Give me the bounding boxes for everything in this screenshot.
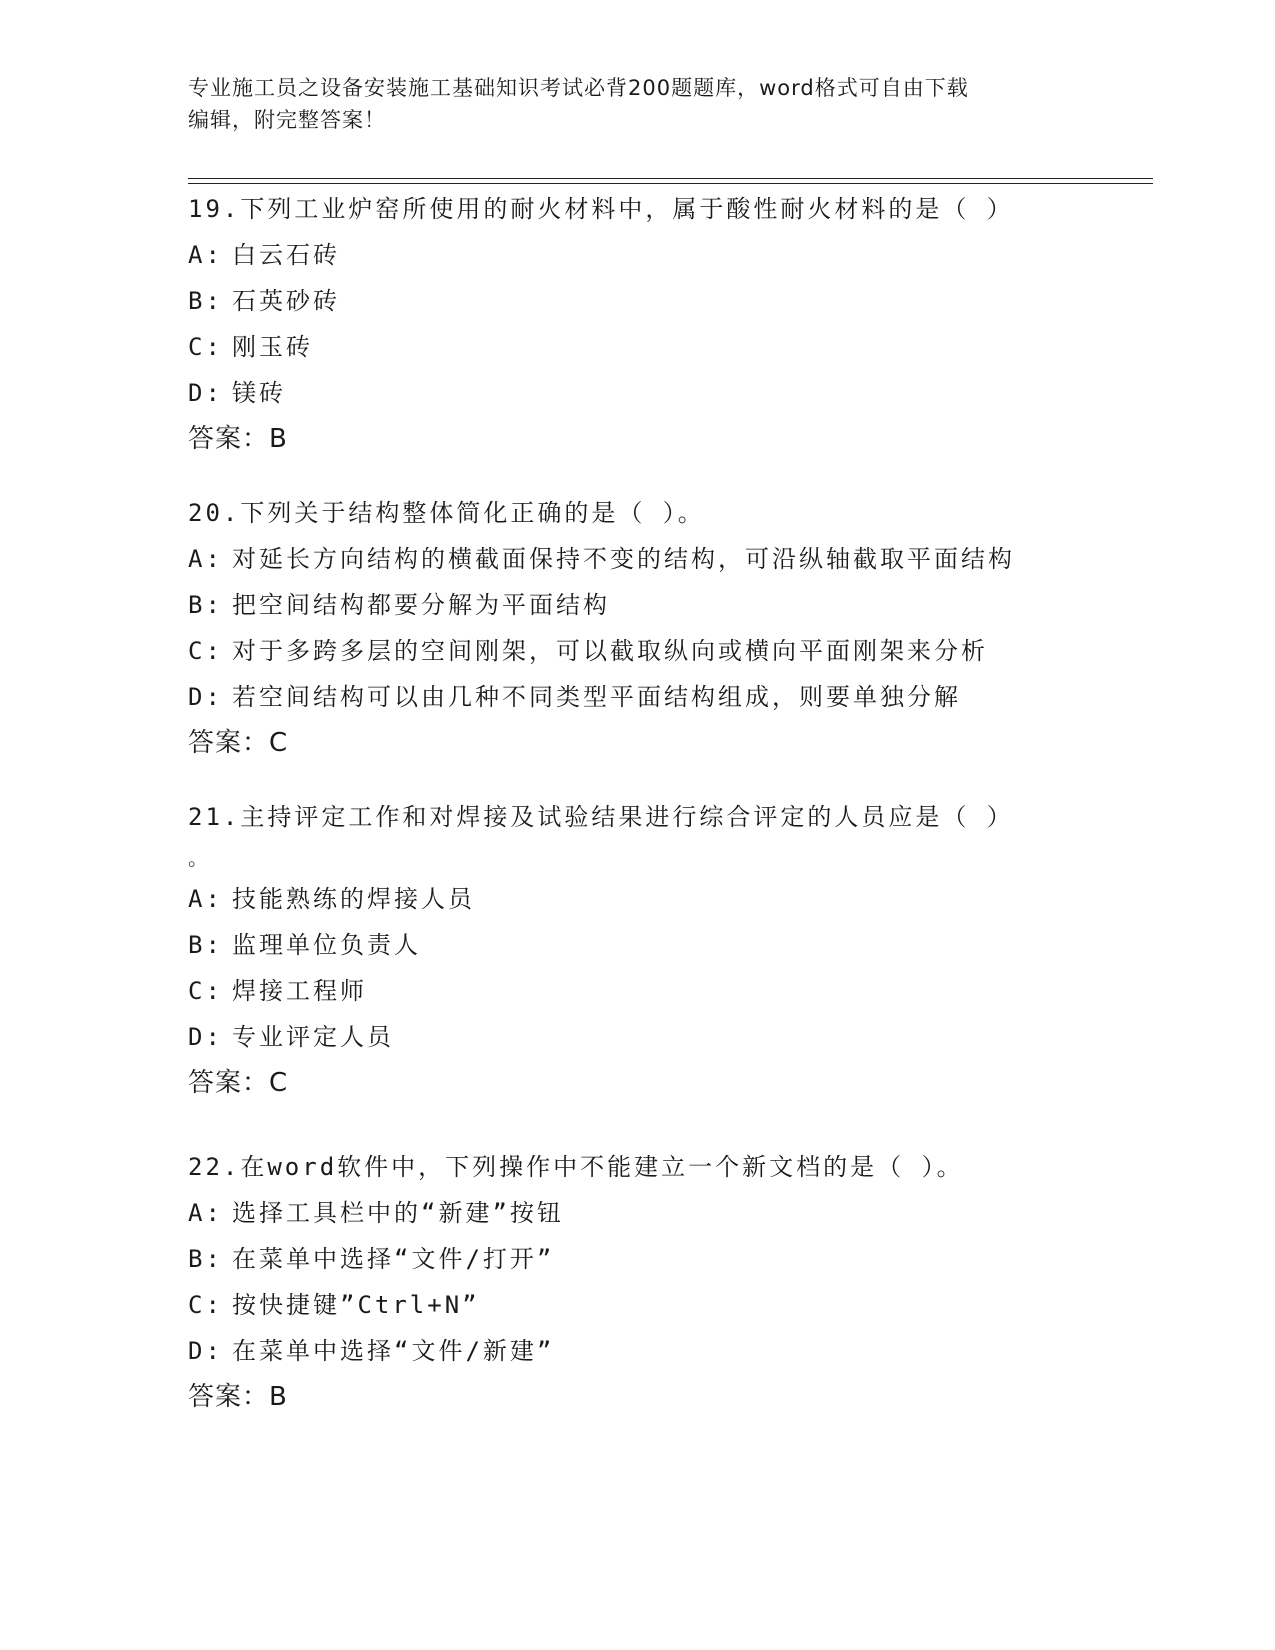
option-d bbox=[188, 1014, 1088, 1060]
header-divider-bottom bbox=[188, 183, 1153, 184]
option-b bbox=[188, 278, 1088, 324]
option-text: 把空间结构都要分解为平面结构 bbox=[232, 591, 610, 619]
option-letter: C: bbox=[188, 637, 223, 665]
question-stem: 22.在word软件中，下列操作中不能建立一个新文档的是（ ）。 bbox=[188, 1153, 964, 1181]
document-header bbox=[188, 72, 1068, 136]
option-letter: A: bbox=[188, 545, 223, 573]
option-b bbox=[188, 922, 1088, 968]
question-stem: 19.下列工业炉窑所使用的耐火材料中，属于酸性耐火材料的是（ ） bbox=[188, 195, 1014, 223]
option-letter: B: bbox=[188, 931, 223, 959]
answer-line: 答案：C bbox=[188, 728, 289, 758]
option-letter: B: bbox=[188, 287, 223, 315]
option-letter: C: bbox=[188, 1291, 223, 1319]
option-letter: C: bbox=[188, 333, 223, 361]
option-text: 对于多跨多层的空间刚架，可以截取纵向或横向平面刚架来分析 bbox=[232, 637, 988, 665]
option-c bbox=[188, 968, 1088, 1014]
option-text: 焊接工程师 bbox=[232, 977, 367, 1005]
option-text: 在菜单中选择“文件/打开” bbox=[232, 1245, 555, 1273]
option-text: 选择工具栏中的“新建”按钮 bbox=[232, 1199, 564, 1227]
option-text: 白云石砖 bbox=[232, 241, 340, 269]
question-22 bbox=[188, 1144, 1088, 1420]
question-21 bbox=[188, 794, 1088, 1106]
option-letter: A: bbox=[188, 885, 223, 913]
answer-line: 答案：B bbox=[188, 1382, 288, 1412]
option-b bbox=[188, 582, 1088, 628]
option-letter: D: bbox=[188, 1337, 223, 1365]
option-text: 在菜单中选择“文件/新建” bbox=[232, 1337, 555, 1365]
option-c bbox=[188, 324, 1088, 370]
header-line-2: 编辑，附完整答案！ bbox=[188, 108, 386, 132]
option-d bbox=[188, 674, 1088, 720]
option-letter: A: bbox=[188, 1199, 223, 1227]
option-text: 监理单位负责人 bbox=[232, 931, 421, 959]
option-text: 石英砂砖 bbox=[232, 287, 340, 315]
option-text: 技能熟练的焊接人员 bbox=[232, 885, 475, 913]
option-letter: B: bbox=[188, 1245, 223, 1273]
option-a bbox=[188, 876, 1088, 922]
header-divider-top bbox=[188, 178, 1153, 179]
question-stem: 21.主持评定工作和对焊接及试验结果进行综合评定的人员应是（ ） bbox=[188, 803, 1014, 831]
option-text: 镁砖 bbox=[232, 379, 286, 407]
option-a bbox=[188, 536, 1088, 582]
option-letter: B: bbox=[188, 591, 223, 619]
option-letter: A: bbox=[188, 241, 223, 269]
question-stem: 20.下列关于结构整体简化正确的是（ ）。 bbox=[188, 499, 705, 527]
option-a bbox=[188, 232, 1088, 278]
option-letter: D: bbox=[188, 379, 223, 407]
answer-line: 答案：C bbox=[188, 1068, 289, 1098]
option-letter: C: bbox=[188, 977, 223, 1005]
option-text: 专业评定人员 bbox=[232, 1023, 394, 1051]
option-text: 对延长方向结构的横截面保持不变的结构，可沿纵轴截取平面结构 bbox=[232, 545, 1015, 573]
question-19 bbox=[188, 186, 1088, 462]
option-a bbox=[188, 1190, 1088, 1236]
question-stem-continuation: 。 bbox=[188, 846, 211, 870]
option-d bbox=[188, 1328, 1088, 1374]
option-c bbox=[188, 1282, 1088, 1328]
option-text: 刚玉砖 bbox=[232, 333, 313, 361]
answer-line: 答案：B bbox=[188, 424, 288, 454]
option-d bbox=[188, 370, 1088, 416]
header-line-1: 专业施工员之设备安装施工基础知识考试必背200题题库，word格式可自由下载 bbox=[188, 76, 969, 100]
option-letter: D: bbox=[188, 1023, 223, 1051]
option-text: 若空间结构可以由几种不同类型平面结构组成，则要单独分解 bbox=[232, 683, 961, 711]
option-letter: D: bbox=[188, 683, 223, 711]
option-c bbox=[188, 628, 1088, 674]
option-text: 按快捷键”Ctrl+N” bbox=[232, 1291, 480, 1319]
question-20 bbox=[188, 490, 1088, 766]
option-b bbox=[188, 1236, 1088, 1282]
